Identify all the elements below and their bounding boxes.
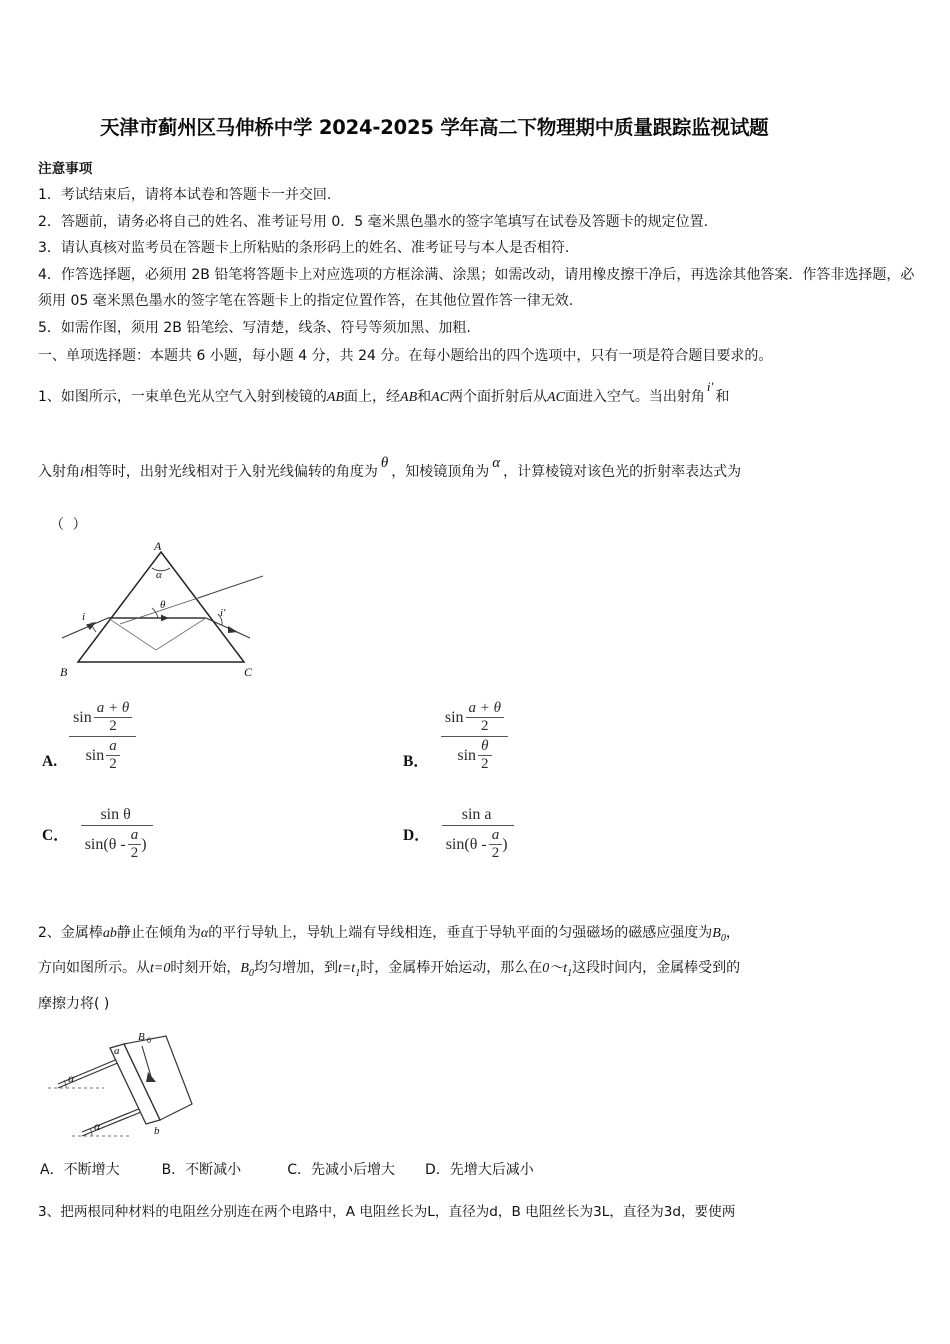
svg-text:A: A (154, 539, 162, 553)
option-b-den-bot: 2 (481, 756, 489, 772)
option-d-num: sin a (461, 806, 492, 823)
q2-option-a-text: 不断增大 (63, 1162, 120, 1178)
q2-option-b-text: 不断减小 (185, 1162, 242, 1178)
q2-text-c: 的平行导轨上，导轨上端有导线相连，垂直于导轨平面的匀强磁场的磁感应强度为 (208, 925, 713, 941)
q2-option-d[interactable] (425, 1159, 534, 1179)
svg-text:a: a (114, 1045, 120, 1057)
notice-item-1: 1．考试结束后，请将本试卷和答题卡一并交回. (38, 187, 332, 203)
q2-l2-text-a: 方向如图所示。从 (38, 960, 150, 976)
question-3-number: 3、 (38, 1204, 61, 1220)
option-a-num-bot: 2 (109, 718, 117, 734)
q1-face-ac: AC (431, 390, 450, 405)
question-1-option-d[interactable] (403, 806, 514, 862)
svg-text:0: 0 (147, 1036, 151, 1045)
notice-item-2: 2．答题前，请务必将自己的姓名、准考证号用 0．5 毫米黑色墨水的签字笔填写在试卷及答题卡的规定位置. (38, 213, 709, 230)
inclined-rails-diagram (42, 1026, 237, 1158)
svg-text:θ: θ (160, 599, 166, 611)
svg-text:α: α (156, 569, 162, 581)
q1-alpha-symbol: α (492, 455, 501, 471)
q1-theta-symbol: θ (380, 455, 389, 471)
q1-text-d: 两个面折射后从 (449, 389, 548, 405)
q1-text-f: 和 (715, 389, 730, 405)
svg-text:B: B (60, 665, 68, 679)
option-d-den-fn: sin(θ - (445, 835, 487, 853)
question-1-option-a[interactable] (42, 700, 136, 773)
option-b-den-fn: sin (457, 746, 477, 764)
q2-option-c[interactable] (287, 1159, 395, 1179)
question-1-answer-paren: （ ） (50, 517, 89, 533)
q1-text-a: 如图所示，一束单色光从空气入射到棱镜的 (60, 389, 327, 405)
q1-text-b: 面上，经 (344, 389, 401, 405)
svg-text:i': i' (220, 607, 226, 619)
q2-rod-ab: ab (102, 926, 117, 941)
svg-text:i: i (82, 611, 86, 623)
q2-option-a[interactable] (40, 1159, 120, 1179)
notice-heading: 注意事项 (38, 161, 93, 177)
svg-text:B: B (138, 1031, 145, 1043)
question-1-option-b[interactable] (403, 700, 508, 773)
notice-block (38, 156, 918, 341)
notice-item-5: 5．如需作图，须用 2B 铅笔绘、写清楚，线条、符号等须加黑、加粗. (38, 319, 471, 336)
q1-face-ab: AB (326, 390, 345, 405)
q2-alpha-symbol: α (200, 926, 209, 941)
svg-text:b: b (154, 1125, 160, 1137)
q1-l2-text-c: ，知棱镜顶角为 (391, 464, 490, 480)
q2-time-range: $0\sim t_1$ (542, 961, 573, 979)
page-title: 天津市蓟州区马伸桥中学 2024-2025 学年高二下物理期中质量跟踪监视试题 (100, 116, 769, 139)
option-a-formula (69, 700, 136, 773)
option-d-label: D． (403, 827, 430, 844)
option-b-num-top: a + θ (468, 700, 502, 716)
prism-refraction-diagram (48, 538, 298, 680)
q2-l2-text-b: 时刻开始， (170, 960, 241, 976)
svg-text:α: α (94, 1119, 101, 1133)
q2-field-symbol-2: $B_0$ (240, 961, 254, 979)
option-c-formula (81, 806, 153, 862)
q2-option-c-label: C． (287, 1162, 311, 1178)
option-d-den-bot: 2 (491, 845, 500, 861)
option-d-den-close: ) (502, 835, 508, 853)
q1-l2-text-b: 相等时，出射光线相对于入射光线偏转的角度为 (83, 464, 378, 480)
option-a-num-fn: sin (73, 708, 92, 726)
option-b-formula (441, 700, 508, 773)
option-d-den-top: a (491, 827, 500, 843)
q2-time-t1: $t=t_1$ (337, 961, 361, 979)
option-b-den-top: θ (481, 738, 489, 754)
svg-text:C: C (244, 665, 253, 679)
option-a-den-bot: 2 (109, 756, 117, 772)
q2-option-d-label: D． (424, 1162, 450, 1178)
q2-l2-text-d: 时，金属棒开始运动，那么在 (360, 960, 543, 976)
q1-text-c: 和 (417, 389, 432, 405)
q2-option-c-text: 先减小后增大 (310, 1162, 395, 1178)
question-2-line-3: 摩擦力将( ) (38, 996, 110, 1012)
svg-text:α: α (68, 1071, 75, 1085)
question-3-text: 把两根同种材料的电阻丝分别连在两个电路中，A 电阻丝长为L，直径为d，B 电阻丝长为3L，直径为3d，要使两 (60, 1204, 736, 1220)
question-3-line-1 (38, 1200, 735, 1220)
option-b-num-fn: sin (444, 708, 464, 726)
q2-text-a: 金属棒 (60, 925, 103, 941)
question-1-number: 1、 (38, 389, 61, 405)
question-1-line-2 (38, 455, 742, 481)
option-b-num-bot: 2 (481, 718, 489, 734)
q2-option-a-label: A． (40, 1162, 64, 1178)
question-1-line-1 (38, 379, 730, 406)
option-c-num: sin θ (100, 806, 131, 823)
q2-option-b[interactable] (162, 1159, 242, 1179)
question-2-number: 2、 (38, 925, 61, 941)
q1-text-e: 面进入空气。当出射角 (564, 389, 705, 405)
notice-item-3: 3．请认真核对监考员在答题卡上所粘贴的条形码上的姓名、准考证号与本人是否相符. (38, 240, 570, 256)
q2-time-zero: t=0 (150, 961, 171, 976)
question-2-line-1 (38, 922, 740, 944)
option-a-den-top: a (109, 738, 117, 754)
q1-exit-angle-symbol: i′ (706, 379, 714, 394)
q1-face-ac-2: AC (547, 390, 565, 405)
question-1-option-c[interactable] (42, 806, 153, 862)
option-b-label: B． (403, 753, 429, 770)
q2-field-symbol: $B_0$ (712, 926, 726, 944)
q1-face-ab-2: AB (400, 390, 418, 405)
q2-option-d-text: 先增大后减小 (449, 1162, 534, 1178)
question-2-line-2 (38, 957, 740, 979)
q2-text-d: ， (725, 925, 740, 941)
q1-l2-text-d: ，计算棱镜对该色光的折射率表达式为 (503, 464, 742, 480)
question-2-options (40, 1159, 534, 1179)
option-c-den-close: ) (141, 835, 147, 853)
option-a-label: A. (42, 753, 58, 770)
option-a-num-top: a + θ (96, 700, 130, 716)
option-c-den-top: a (130, 827, 139, 843)
q2-l2-text-e: 这段时间内，金属棒受到的 (572, 960, 741, 976)
option-d-formula (442, 806, 514, 862)
option-c-label: C． (42, 827, 69, 844)
q1-l2-text-a: 入射角 (38, 464, 80, 480)
q1-incident-angle-symbol: i (80, 465, 84, 480)
notice-item-4: 4．作答选择题，必须用 2B 铅笔将答题卡上对应选项的方框涂满、涂黑；如需改动，请用橡皮擦干净后，再选涂其他答案．作答非选择题，必须用 05 毫米黑色墨水的签字笔在答题卡上的指定位置作答，在其他位置作答一律无效. (38, 266, 915, 309)
section-heading: 一、单项选择题：本题共 6 小题，每小题 4 分，共 24 分。在每小题给出的四个选项中，只有一项是符合题目要求的。 (38, 348, 773, 364)
q2-l2-text-c: 均匀增加，到 (253, 960, 338, 976)
q2-text-b: 静止在倾角为 (116, 925, 201, 941)
option-c-den-bot: 2 (130, 845, 139, 861)
option-c-den-fn: sin(θ - (84, 835, 126, 853)
q2-option-b-label: B． (161, 1162, 186, 1178)
option-a-den-fn: sin (85, 746, 105, 764)
